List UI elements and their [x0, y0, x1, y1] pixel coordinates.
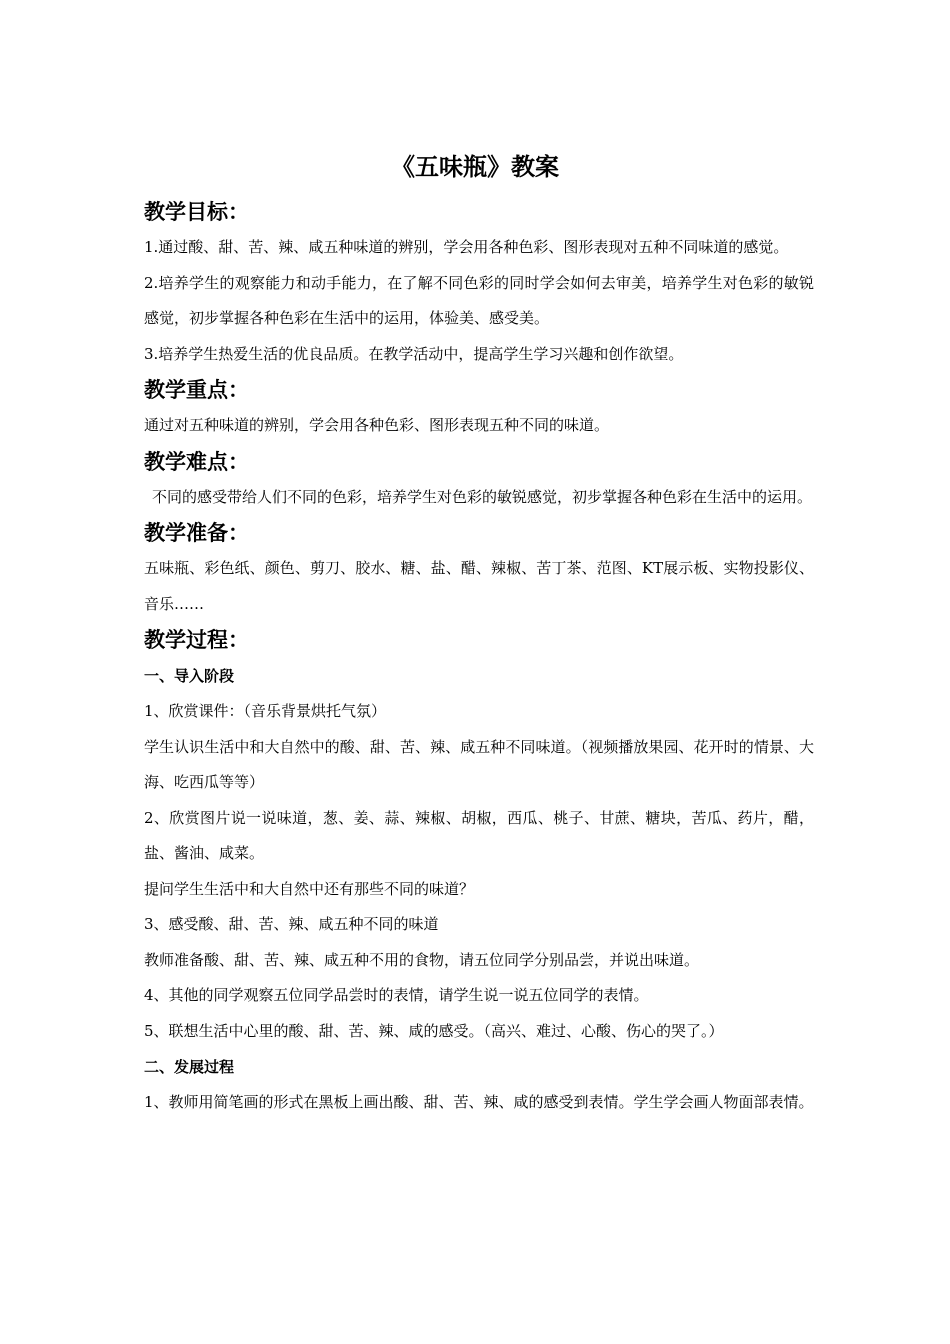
key-points-heading: 教学重点： [144, 378, 249, 402]
process-line: 学生认识生活中和大自然中的酸、甜、苦、辣、咸五种不同味道。（视频播放果园、花开时的情景、大海、吃西瓜等等） [144, 737, 814, 791]
objective-item: 1.通过酸、甜、苦、辣、咸五种味道的辨别，学会用各种色彩、图形表现对五种不同味道的感觉。 [144, 238, 789, 256]
process-line: 2、欣赏图片说一说味道，葱、姜、蒜、辣椒、胡椒，西瓜、桃子、甘蔗、糖块，苦瓜、药片，醋，盐、酱油、咸菜。 [144, 808, 814, 862]
objectives-heading: 教学目标： [144, 200, 249, 224]
process-heading: 教学过程： [144, 628, 249, 652]
preparation-heading: 教学准备： [144, 521, 249, 545]
process-line: 5、联想生活中心里的酸、甜、苦、辣、咸的感受。（高兴、难过、心酸、伤心的哭了。） [144, 1021, 724, 1040]
key-points-text: 通过对五种味道的辨别，学会用各种色彩、图形表现五种不同的味道。 [144, 416, 610, 434]
process-line: 提问学生生活中和大自然中还有那些不同的味道？ [144, 879, 475, 898]
process-line: 3、感受酸、甜、苦、辣、咸五种不同的味道 [144, 915, 439, 933]
process-line: 1、欣赏课件：（音乐背景烘托气氛） [144, 702, 387, 720]
process-part2-heading: 二、发展过程 [144, 1058, 235, 1076]
document-body [144, 194, 814, 1121]
document-title: 《五味瓶》教案 [391, 153, 559, 181]
process-line: 1、教师用简笔画的形式在黑板上画出酸、甜、苦、辣、咸的感受到表情。学生学会画人物面部表情。 [144, 1093, 814, 1111]
objective-item: 2.培养学生的观察能力和动手能力，在了解不同色彩的同时学会如何去审美，培养学生对色彩的敏锐感觉，初步掌握各种色彩在生活中的运用，体验美、感受美。 [144, 273, 814, 327]
process-part1-heading: 一、导入阶段 [144, 667, 235, 685]
process-line: 4、其他的同学观察五位同学品尝时的表情，请学生说一说五位同学的表情。 [144, 986, 649, 1004]
process-line: 教师准备酸、甜、苦、辣、咸五种不用的食物，请五位同学分别品尝，并说出味道。 [144, 950, 700, 969]
difficulties-heading: 教学难点： [144, 449, 249, 474]
preparation-text: 五味瓶、彩色纸、颜色、剪刀、胶水、糖、盐、醋、辣椒、苦丁茶、范图、KT展示板、实物投影仪、音乐…… [144, 559, 814, 613]
difficulties-text: 不同的感受带给人们不同的色彩，培养学生对色彩的敏锐感觉，初步掌握各种色彩在生活中的运用。 [152, 487, 813, 506]
objective-item: 3.培养学生热爱生活的优良品质。在教学活动中，提高学生学习兴趣和创作欲望。 [144, 344, 684, 363]
